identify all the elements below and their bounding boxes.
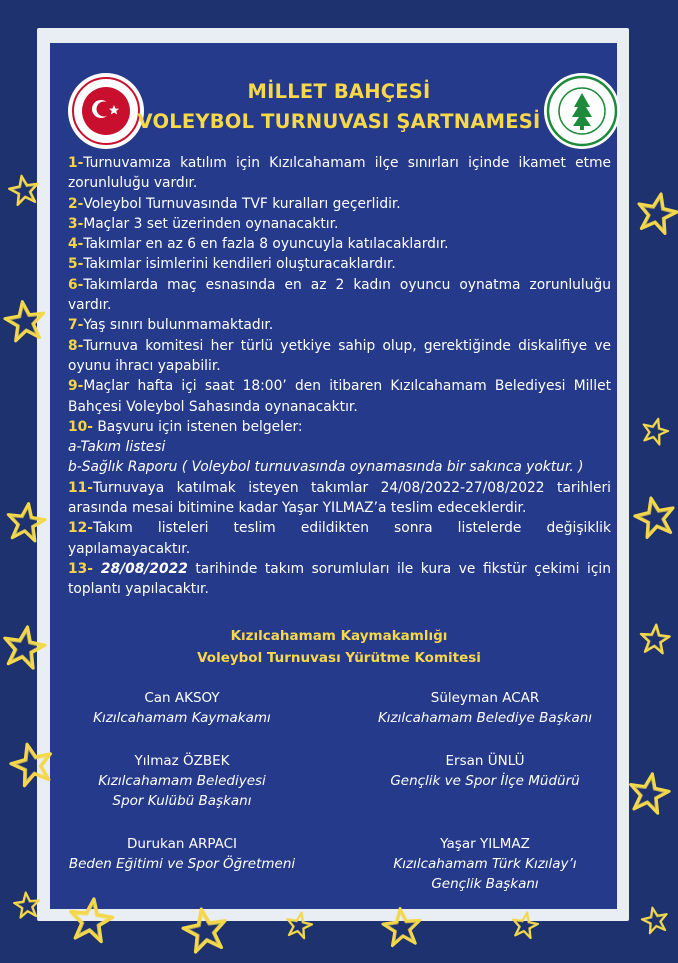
star-icon	[637, 902, 673, 938]
member-role: Spor Kulübü Başkanı	[112, 793, 252, 809]
page-title-line1: MİLLET BAHÇESİ	[247, 80, 431, 103]
rule-item: 11-Turnuvaya katılmak isteyen takımlar 24/08/2022-27/08/2022 tarihleri arasında mesai bitimine kadar Yaşar YILMAZ’a teslim edeceklerdir.	[68, 479, 611, 517]
rule-item: 9-Maçlar hafta içi saat 18:00’ den itibaren Kızılcahamam Belediyesi Millet Bahçesi Voleybol Sahasında oynanacaktır.	[68, 378, 611, 415]
committee-member	[47, 751, 317, 811]
member-role: Kızılcahamam Belediye Başkanı	[377, 710, 593, 726]
star-icon	[637, 413, 674, 450]
committee-member	[350, 834, 620, 894]
document-item-a: a-Takım listesi	[68, 439, 166, 456]
rule-item: 10- Başvuru için istenen belgeler:	[68, 418, 303, 435]
rule-item: 12-Takım listeleri teslim edildikten sonra listelerde değişiklik yapılamayacaktır.	[68, 520, 611, 557]
star-icon	[11, 889, 44, 922]
member-role: Gençlik Başkanı	[431, 876, 539, 892]
star-icon	[628, 490, 678, 545]
member-name: Yılmaz ÖZBEK	[134, 753, 230, 769]
committee-member	[350, 688, 620, 728]
rule-item: 7-Yaş sınırı bulunmamaktadır.	[68, 317, 274, 334]
committee-heading-1: Kızılcahamam Kaymakamlığı	[230, 628, 448, 644]
star-icon	[0, 295, 51, 347]
rule-item: 6-Takımlarda maç esnasında en az 2 kadın oyuncu oynatma zorunluluğu vardır.	[68, 276, 611, 314]
rule-item: 4-Takımlar en az 6 en fazla 8 oyuncuyla katılacaklardır.	[68, 236, 449, 253]
member-role: Kızılcahamam Kaymakamı	[93, 710, 271, 726]
star-icon	[4, 170, 43, 209]
member-role: Kızılcahamam Belediyesi	[98, 773, 266, 789]
member-name: Durukan ARPACI	[126, 836, 238, 852]
star-icon	[176, 901, 234, 959]
star-icon	[378, 903, 426, 951]
committee-heading-2: Voleybol Turnuvası Yürütme Komitesi	[197, 650, 481, 666]
star-icon	[622, 766, 675, 819]
member-name: Ersan ÜNLÜ	[445, 753, 525, 769]
star-icon	[0, 619, 52, 675]
star-icon	[508, 908, 543, 943]
rule-item: 2-Voleybol Turnuvasında TVF kuralları geçerlidir.	[68, 195, 401, 212]
committee-member	[47, 834, 317, 874]
star-icon	[281, 907, 317, 943]
rule-item: 8-Turnuva komitesi her türlü yetkiye sahip olup, gerektiğinde diskalifiye ve oyunu ihracı yapabilir.	[68, 337, 611, 374]
rule-item: 1-Turnuvamıza katılım için Kızılcahamam ilçe sınırları içinde ikamet etme zorunluluğu vardır.	[68, 155, 611, 192]
rule-item: 3-Maçlar 3 set üzerinden oynanacaktır.	[68, 215, 339, 232]
member-name: Süleyman ACAR	[430, 690, 540, 706]
member-role: Gençlik ve Spor İlçe Müdürü	[390, 773, 580, 789]
member-name: Yaşar YILMAZ	[440, 836, 530, 852]
committee-member	[47, 688, 317, 728]
star-icon	[63, 892, 119, 948]
rule-item: 5-Takımlar isimlerini kendileri oluşturacaklardır.	[68, 256, 396, 273]
star-icon	[1, 497, 51, 547]
page-title-line2: VOLEYBOL TURNUVASI ŞARTNAMESİ	[137, 110, 541, 133]
rule-item: 13- 28/08/2022 tarihinde takım sorumluları ile kura ve fikstür çekimi için toplantı yapılacaktır.	[68, 560, 611, 598]
star-icon	[637, 621, 674, 658]
member-role: Beden Eğitimi ve Spor Öğretmeni	[68, 856, 296, 872]
committee-member	[350, 751, 620, 791]
rules-list	[68, 153, 611, 600]
member-role: Kızılcahamam Türk Kızılay’ı	[393, 856, 577, 872]
star-icon	[630, 186, 678, 241]
member-name: Can AKSOY	[144, 690, 220, 706]
document-item-b: b-Sağlık Raporu ( Voleybol turnuvasında oynamasında bir sakınca yoktur. )	[68, 459, 584, 476]
